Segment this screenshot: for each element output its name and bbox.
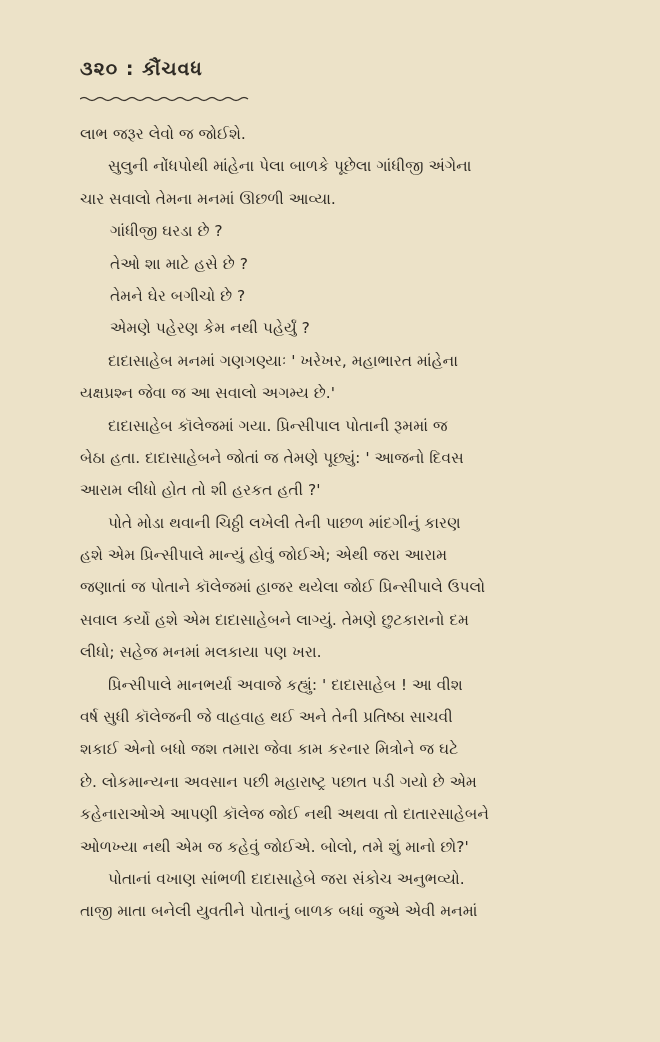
text-line: ઓળખ્યા નથી એમ જ કહેવું જોઈએ. બોલો, તમે શું માનો છો?' <box>80 837 469 856</box>
text-line: પ્રિન્સીપાલે માનભર્યા અવાજે કહ્યું: ' દાદાસાહેબ ! આ વીશ <box>108 675 463 694</box>
text-line: સુલુની નોંધપોથી માંહેના પેલા બાળકે પૂછેલા ગાંધીજી અંગેના <box>108 157 472 176</box>
text-line: ગાંધીજી ઘરડા છે ? <box>110 222 223 241</box>
text-line: ચાર સવાલો તેમના મનમાં ઊછળી આવ્યા. <box>80 189 336 208</box>
text-line: પોતાનાં વખાણ સાંભળી દાદાસાહેબે જરા સંકોચ અનુભવ્યો. <box>108 869 465 888</box>
text-line: દાદાસાહેબ મનમાં ગણગણ્યાઃ ' ખરેખર, મહાભારત માંહેના <box>108 351 459 370</box>
text-line: સવાલ કર્યો હશે એમ દાદાસાહેબને લાગ્યું. તેમણે છુટકારાનો દમ <box>80 610 469 629</box>
body-text <box>80 118 598 928</box>
text-line: બેઠા હતા. દાદાસાહેબને જોતાં જ તેમણે પૂછ્યું: ' આજનો દિવસ <box>80 448 464 467</box>
text-line: આરામ લીધો હોત તો શી હરકત હતી ?' <box>80 481 321 500</box>
text-line: શકાઈ એનો બધો જશ તમારા જેવા કામ કરનાર મિત્રોને જ ઘટે <box>80 740 459 759</box>
text-line: તેઓ શા માટે હસે છે ? <box>110 254 248 273</box>
text-line: છે. લોકમાન્યના અવસાન પછી મહારાષ્ટ્ર પછાત પડી ગયો છે એમ <box>80 772 477 791</box>
text-line: વર્ષ સુધી કૉલેજની જે વાહવાહ થઈ અને તેની પ્રતિષ્ઠા સાચવી <box>80 708 453 727</box>
text-line: તાજી માતા બનેલી યુવતીને પોતાનું બાળક બધાં જુએ એવી મનમાં <box>80 902 478 921</box>
text-line: યક્ષપ્રશ્ન જેવા જ આ સવાલો અગમ્ય છે.' <box>80 384 335 403</box>
wavy-rule <box>80 96 250 102</box>
text-line: લાભ જરૂર લેવો જ જોઈશે. <box>80 125 246 143</box>
text-line: જણાતાં જ પોતાને કૉલેજમાં હાજર થયેલા જોઈ પ્રિન્સીપાલે ઉપલો <box>80 578 486 597</box>
text-line: તેમને ઘેર બગીચો છે ? <box>110 286 246 305</box>
text-line: હશે એમ પ્રિન્સીપાલે માન્યું હોવું જોઈએ; એથી જરા આરામ <box>80 546 448 565</box>
text-line: લીધો; સહેજ મનમાં મલકાયા પણ ખરા. <box>80 643 322 662</box>
running-head: ૩૨૦ : કૌંચવધ <box>80 58 203 80</box>
text-line: દાદાસાહેબ કૉલેજમાં ગયા. પ્રિન્સીપાલ પોતાની રૂમમાં જ <box>108 416 448 435</box>
text-line: એમણે પહેરણ કેમ નથી પહેર્યું ? <box>110 319 310 338</box>
text-line: કહેનારાઓએ આપણી કૉલેજ જોઈ નથી અથવા તો દાતારસાહેબને <box>80 805 489 824</box>
text-line: પોતે મોડા થવાની ચિઠ્ઠી લખેલી તેની પાછળ માંદગીનું કારણ <box>108 513 461 532</box>
